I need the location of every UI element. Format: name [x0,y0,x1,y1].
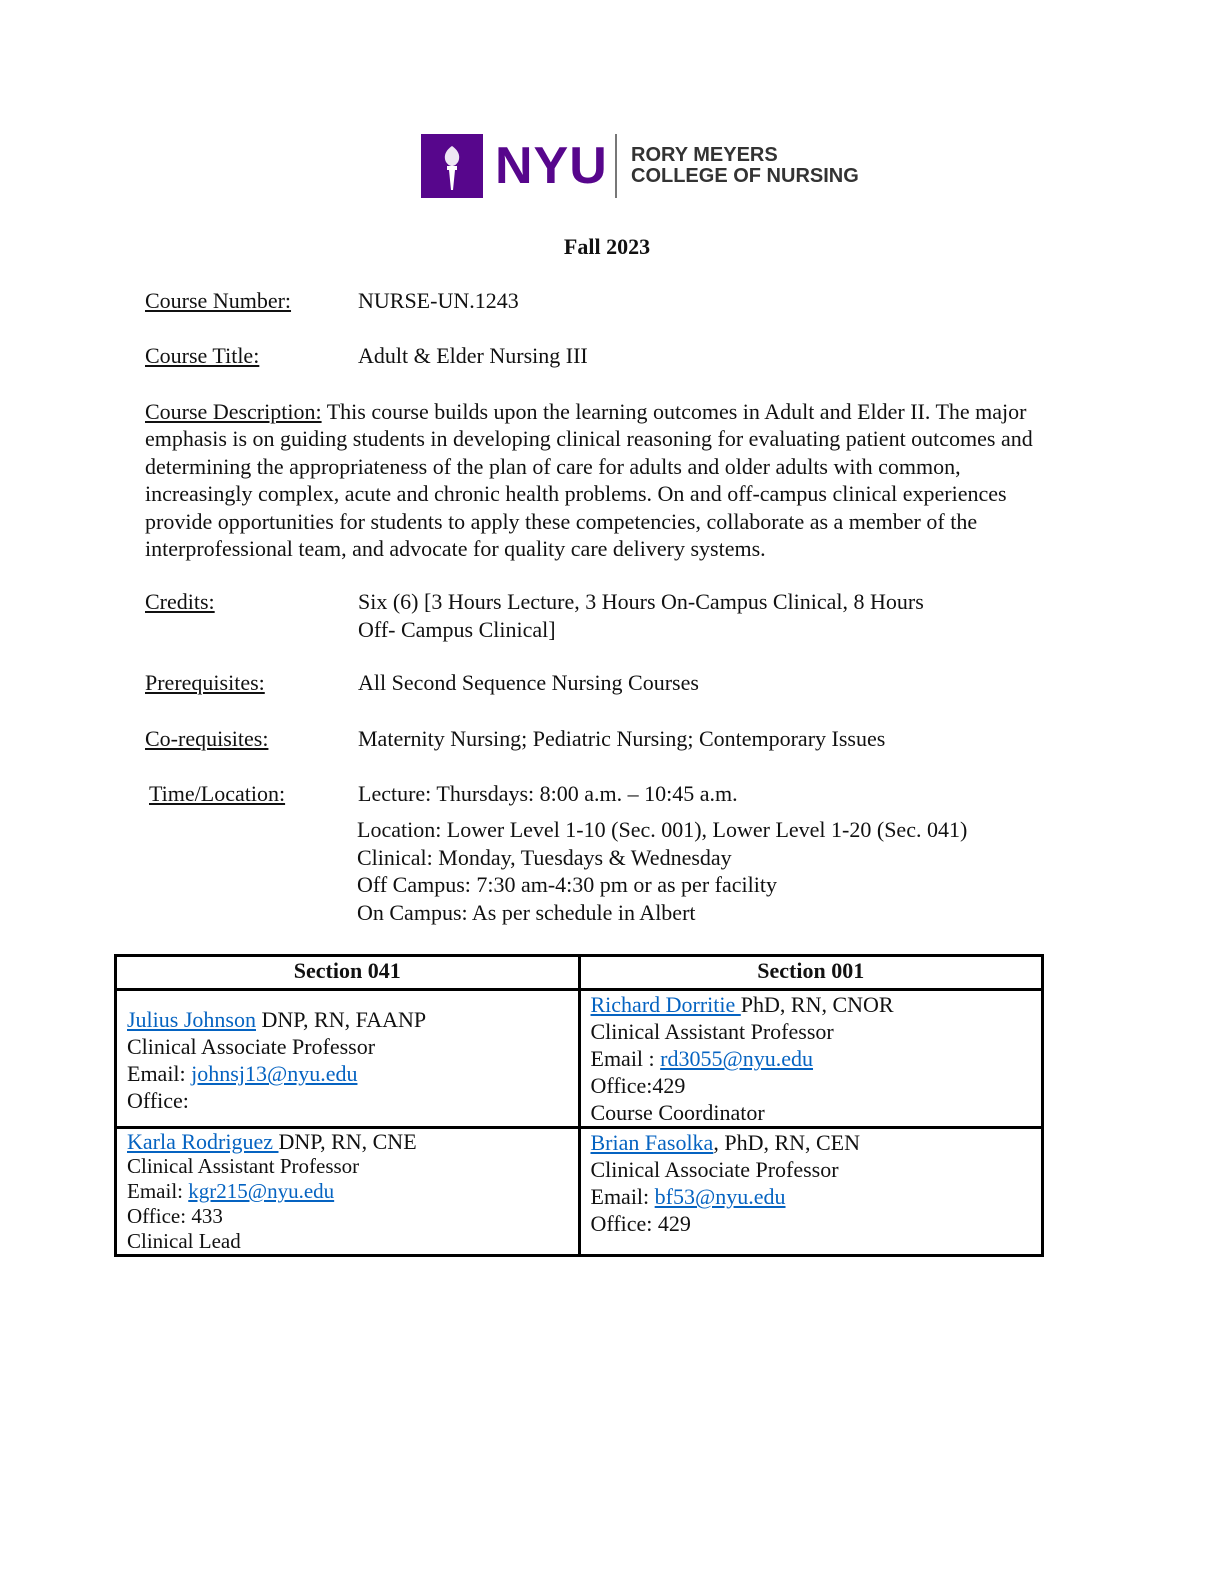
clinical-days: Clinical: Monday, Tuesdays & Wednesday [357,844,732,870]
email-link[interactable]: kgr215@nyu.edu [188,1179,335,1203]
on-campus-schedule: On Campus: As per schedule in Albert [357,899,696,925]
logo-school-name [631,145,859,187]
prerequisites-label: Prerequisites: [145,670,265,695]
time-location-label: Time/Location: [149,781,286,806]
corequisites-value: Maternity Nursing; Pediatric Nursing; Contemporary Issues [358,726,886,751]
logo-divider [615,134,617,198]
course-title-value: Adult & Elder Nursing III [358,343,588,368]
credits-value [358,588,924,643]
nyu-nursing-logo [421,134,866,198]
location: Location: Lower Level 1-10 (Sec. 001), Lower Level 1-20 (Sec. 041) [357,817,968,842]
email-label: Email: [127,1179,189,1203]
section-041-header: Section 041 [116,956,580,990]
torch-icon [421,134,483,198]
off-campus-hours: Off Campus: 7:30 am-4:30 pm or as per facility [357,872,777,897]
credits-label: Credits: [145,589,215,614]
faculty-name-link[interactable]: Karla Rodriguez [127,1129,279,1154]
faculty-name-link[interactable]: Brian Fasolka [590,1130,714,1155]
faculty-table [114,954,1044,1257]
course-description [145,398,1070,562]
faculty-office: Office: 433 [127,1204,223,1228]
faculty-office: Office: 429 [590,1211,691,1236]
email-link[interactable]: bf53@nyu.edu [654,1184,786,1209]
section-001-header: Section 001 [579,956,1043,990]
table-row [116,990,1043,1128]
time-location-details [357,816,967,926]
faculty-title: Clinical Assistant Professor [590,1019,834,1044]
email-label: Email : [590,1046,661,1071]
logo-line-1: RORY MEYERS [631,144,778,166]
email-label: Email: [590,1184,655,1209]
faculty-cell-fasolka [579,1128,1043,1256]
logo-line-2: COLLEGE OF NURSING [631,165,859,187]
credits-line-2: Off- Campus Clinical] [358,616,556,642]
faculty-title: Clinical Associate Professor [590,1157,839,1182]
faculty-office: Office: [127,1088,189,1113]
course-title-label: Course Title: [145,343,260,368]
faculty-role: Clinical Lead [127,1229,241,1253]
faculty-name-link[interactable]: Julius Johnson [127,1007,256,1032]
faculty-credentials: PhD, RN, CNOR [740,992,894,1017]
faculty-name-link[interactable]: Richard Dorritie [590,992,741,1017]
corequisites-label: Co-requisites: [145,726,269,751]
faculty-title: Clinical Assistant Professor [127,1154,360,1178]
email-link[interactable]: johnsj13@nyu.edu [191,1061,358,1086]
faculty-credentials: , PhD, RN, CEN [713,1130,861,1155]
email-label: Email: [127,1061,192,1086]
faculty-cell-rodriguez [116,1128,580,1256]
course-description-text: This course builds upon the learning outcomes in Adult and Elder II. The major emphasis is on guiding students in developing clinical reasoning for evaluating patient outcomes and determining the appropriateness of the plan of care for adults and older adults with common, increasingly complex, acute and chronic health problems. On and off-campus clinical experiences provide opportunities for students to apply these competencies, collaborate as a member of the interprofessional team, and advocate for quality care delivery systems. [145,399,1033,562]
faculty-title: Clinical Associate Professor [127,1034,376,1059]
faculty-office: Office:429 [590,1073,686,1098]
table-row [116,1128,1043,1256]
faculty-cell-johnson [116,990,580,1128]
faculty-role: Course Coordinator [590,1100,765,1125]
table-header-row [116,956,1043,990]
prerequisites-value: All Second Sequence Nursing Courses [358,670,699,695]
lecture-time: Lecture: Thursdays: 8:00 a.m. – 10:45 a.m. [358,781,738,806]
faculty-credentials: DNP, RN, FAANP [255,1007,427,1032]
logo-brand: NYU [495,137,608,195]
course-number-value: NURSE-UN.1243 [358,288,519,313]
email-link[interactable]: rd3055@nyu.edu [660,1046,814,1071]
course-description-label: Course Description: [145,399,322,424]
course-number-label: Course Number: [145,288,292,313]
faculty-cell-dorritie [579,990,1043,1128]
credits-line-1: Six (6) [3 Hours Lecture, 3 Hours On-Campus Clinical, 8 Hours [358,589,924,614]
faculty-credentials: DNP, RN, CNE [278,1129,417,1154]
term-heading: Fall 2023 [563,234,651,259]
